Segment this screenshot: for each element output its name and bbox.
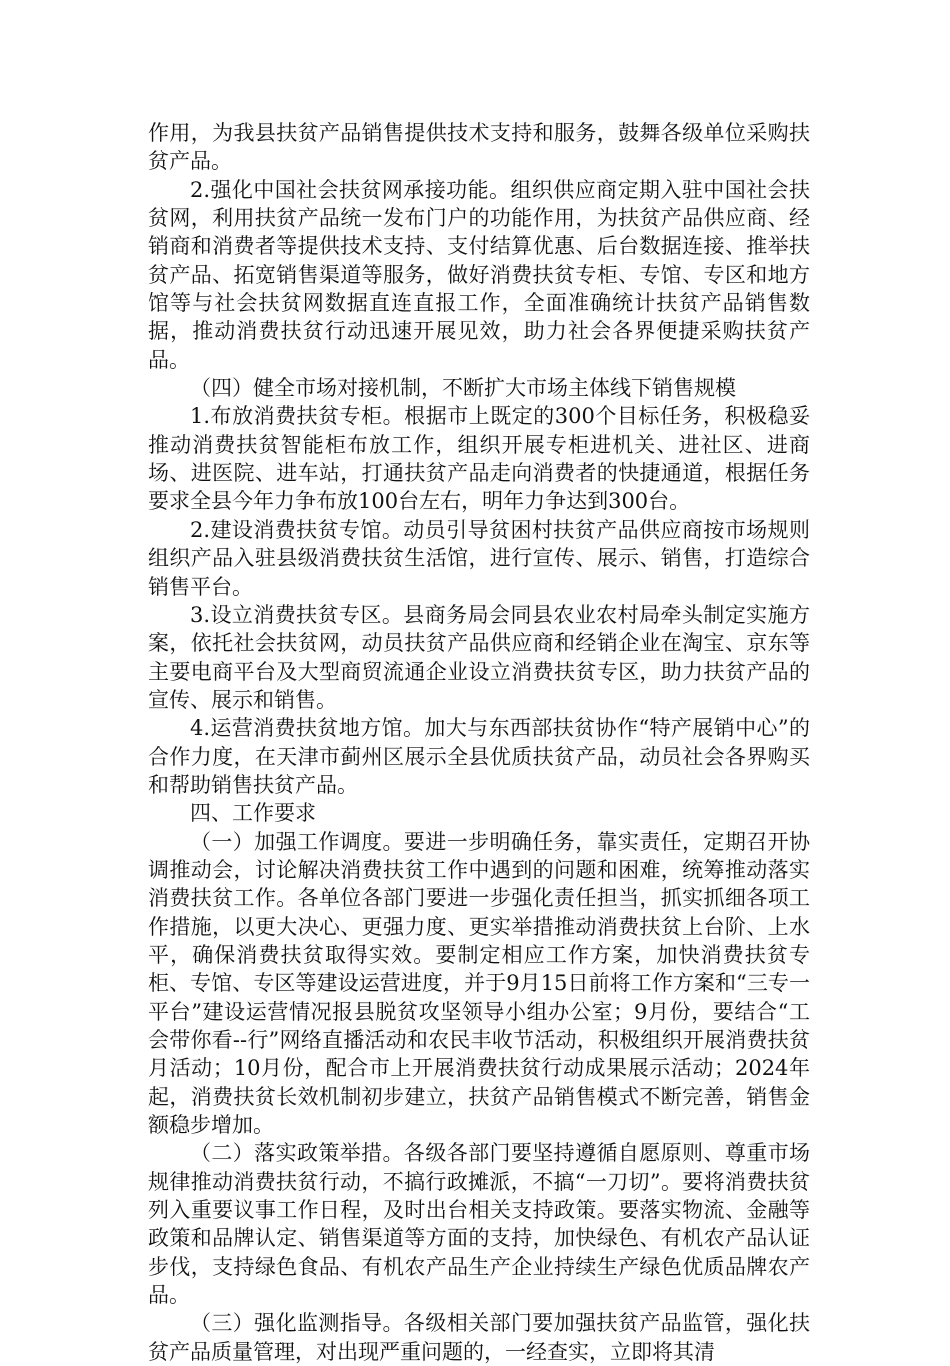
paragraph-social-poverty-network: 2.强化中国社会扶贫网承接功能。组织供应商定期入驻中国社会扶贫网，利用扶贫产品统一发布门户的功能作用，为扶贫产品供应商、经销商和消费者等提供技术支持、支付结算优惠、后台数据连接、推举扶贫产品、拓宽销售渠道等服务，做好消费扶贫专柜、专馆、专区和地方馆等与社会扶贫网数据直连直报工作，全面准确统计扶贫产品销售数据，推动消费扶贫行动迅速开展见效，助力社会各界便捷采购扶贫产品。: [148, 177, 810, 372]
document-page: [148, 119, 810, 1366]
paragraph-local-pavilions: 4.运营消费扶贫地方馆。加大与东西部扶贫协作“特产展销中心”的合作力度，在天津市蓟州区展示全县优质扶贫产品，动员社会各界购买和帮助销售扶贫产品。: [148, 716, 810, 797]
paragraph-monitoring-guidance: （三）强化监测指导。各级相关部门要加强扶贫产品监管，强化扶贫产品质量管理，对出现严重问题的，一经查实，立即将其清: [148, 1311, 810, 1364]
paragraph-continuation: 作用，为我县扶贫产品销售提供技术支持和服务，鼓舞各级单位采购扶贫产品。: [148, 121, 810, 174]
section-heading-market-docking: （四）健全市场对接机制，不断扩大市场主体线下销售规模: [190, 376, 736, 401]
section-heading-work-requirements: 四、工作要求: [190, 801, 316, 826]
paragraph-special-halls: 2.建设消费扶贫专馆。动员引导贫困村扶贫产品供应商按市场规则组织产品入驻县级消费扶贫生活馆，进行宣传、展示、销售，打造综合销售平台。: [148, 517, 810, 599]
paragraph-special-zones: 3.设立消费扶贫专区。县商务局会同县农业农村局牵头制定实施方案，依托社会扶贫网，动员扶贫产品供应商和经销企业在淘宝、京东等主要电商平台及大型商贸流通企业设立消费扶贫专区，助力扶贫产品的宣传、展示和销售。: [148, 602, 810, 712]
paragraph-special-counters: 1.布放消费扶贫专柜。根据市上既定的300个目标任务，积极稳妥推动消费扶贫智能柜布放工作，组织开展专柜进机关、进社区、进商场、进医院、进车站，打通扶贫产品走向消费者的快捷通道，根据任务要求全县今年力争布放100台左右，明年力争达到300台。: [148, 404, 810, 514]
paragraph-work-scheduling: （一）加强工作调度。要进一步明确任务，靠实责任，定期召开协调推动会，讨论解决消费扶贫工作中遇到的问题和困难，统筹推动落实消费扶贫工作。各单位各部门要进一步强化责任担当，抓实抓细各项工作措施，以更大决心、更强力度、更实举措推动消费扶贫上台阶、上水平，确保消费扶贫取得实效。要制定相应工作方案，加快消费扶贫专柜、专馆、专区等建设运营进度，并于9月15日前将工作方案和“三专一平台”建设运营情况报县脱贫攻坚领导小组办公室；9月份，要结合“工会带你看--行”网络直播活动和农民丰收节活动，积极组织开展消费扶贫月活动；10月份，配合市上开展消费扶贫行动成果展示活动；2024年起，消费扶贫长效机制初步建立，扶贫产品销售模式不断完善，销售金额稳步增加。: [148, 829, 810, 1138]
paragraph-policy-measures: （二）落实政策举措。各级各部门要坚持遵循自愿原则、尊重市场规律推动消费扶贫行动，不搞行政摊派，不搞“一刀切”。要将消费扶贫列入重要议事工作日程，及时出台相关支持政策。要落实物流、金融等政策和品牌认定、销售渠道等方面的支持，加快绿色、有机农产品认证步伐，支持绿色食品、有机农产品生产企业持续生产绿色优质品牌农产品。: [148, 1141, 810, 1308]
